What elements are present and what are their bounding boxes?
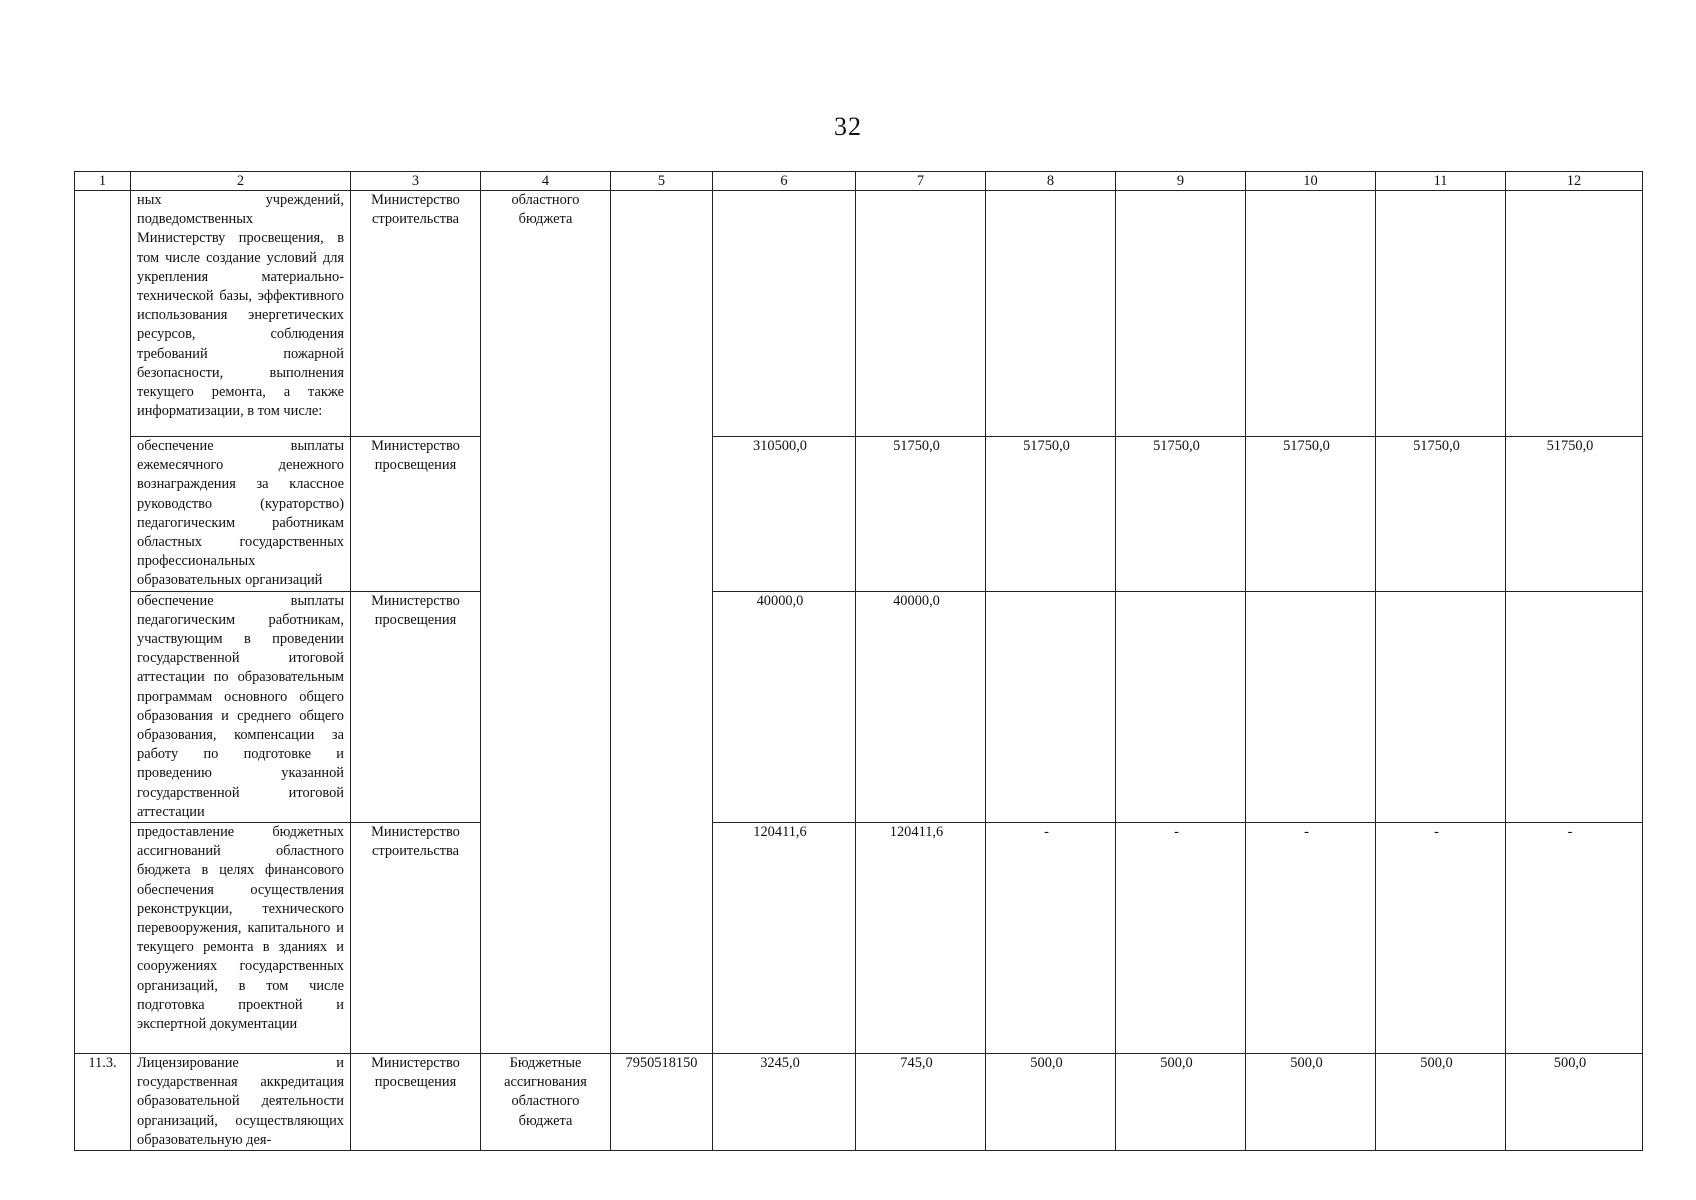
value-cell	[713, 191, 856, 437]
value-cell: 3245,0	[713, 1054, 856, 1151]
value-cell: -	[986, 823, 1116, 1054]
row-funding-source	[481, 437, 611, 592]
table-row	[75, 437, 1643, 592]
value-cell: 51750,0	[1246, 437, 1376, 592]
value-cell	[1506, 191, 1643, 437]
header-row	[75, 172, 1643, 191]
row-number	[75, 591, 131, 822]
value-cell: 500,0	[1506, 1054, 1643, 1151]
header-cell: 8	[986, 172, 1116, 191]
value-cell: 310500,0	[713, 437, 856, 592]
row-description: предоставление бюджетных ассигнований областного бюджета в целях финансового обеспечения осуществления реконструкции, технического перевооружения, капитального и текущего ремонта в зданиях и сооружениях государственных организаций, в том числе подготовка проектной и экспертной документации	[131, 823, 351, 1054]
value-cell: 40000,0	[856, 591, 986, 822]
row-executor: Министерство строительства	[351, 823, 481, 1054]
row-executor: Министерство просвещения	[351, 591, 481, 822]
value-cell: 51750,0	[1116, 437, 1246, 592]
row-funding-source: Бюджетные ассигнования областного бюджета	[481, 1054, 611, 1151]
row-executor: Министерство строительства	[351, 191, 481, 437]
value-cell	[1116, 591, 1246, 822]
header-cell: 1	[75, 172, 131, 191]
row-budget-code	[611, 191, 713, 437]
value-cell: 120411,6	[856, 823, 986, 1054]
row-description: ных учреждений, подведомственных Министерству просвещения, в том числе создание условий для укрепления материально-технической базы, эффективного использования энергетических ресурсов, соблюдения требований пожарной безопасности, выполнения текущего ремонта, а также информатизации, в том числе:	[131, 191, 351, 437]
row-number	[75, 191, 131, 437]
value-cell: 745,0	[856, 1054, 986, 1151]
value-cell: 500,0	[986, 1054, 1116, 1151]
row-funding-source	[481, 591, 611, 822]
value-cell: 51750,0	[986, 437, 1116, 592]
table-row	[75, 823, 1643, 1054]
value-cell: 40000,0	[713, 591, 856, 822]
value-cell	[1376, 191, 1506, 437]
value-cell	[1506, 591, 1643, 822]
table-row	[75, 191, 1643, 437]
value-cell	[1116, 191, 1246, 437]
budget-table	[74, 171, 1643, 1151]
row-budget-code	[611, 591, 713, 822]
header-cell: 10	[1246, 172, 1376, 191]
row-executor: Министерство просвещения	[351, 1054, 481, 1151]
row-number	[75, 823, 131, 1054]
row-executor: Министерство просвещения	[351, 437, 481, 592]
value-cell: 51750,0	[1376, 437, 1506, 592]
header-cell: 7	[856, 172, 986, 191]
header-cell: 4	[481, 172, 611, 191]
header-cell: 6	[713, 172, 856, 191]
page-number: 32	[834, 112, 862, 141]
table-row	[75, 1054, 1643, 1151]
value-cell: 500,0	[1246, 1054, 1376, 1151]
row-description: обеспечение выплаты педагогическим работникам, участвующим в проведении государственной итоговой аттестации по образовательным программам основного общего образования и среднего общего образования, компенсации за работу по подготовке и проведению указанной государственной итоговой аттестации	[131, 591, 351, 822]
value-cell: 51750,0	[856, 437, 986, 592]
header-cell: 5	[611, 172, 713, 191]
value-cell: -	[1116, 823, 1246, 1054]
header-cell: 12	[1506, 172, 1643, 191]
row-number: 11.3.	[75, 1054, 131, 1151]
value-cell: -	[1376, 823, 1506, 1054]
value-cell: -	[1506, 823, 1643, 1054]
header-cell: 3	[351, 172, 481, 191]
row-funding-source: областного бюджета	[481, 191, 611, 437]
value-cell	[1246, 191, 1376, 437]
row-budget-code	[611, 823, 713, 1054]
header-cell: 2	[131, 172, 351, 191]
row-number	[75, 437, 131, 592]
value-cell	[856, 191, 986, 437]
value-cell: 120411,6	[713, 823, 856, 1054]
table-row	[75, 591, 1643, 822]
value-cell: 500,0	[1376, 1054, 1506, 1151]
value-cell	[1376, 591, 1506, 822]
header-cell: 11	[1376, 172, 1506, 191]
value-cell: -	[1246, 823, 1376, 1054]
value-cell	[986, 191, 1116, 437]
value-cell	[1246, 591, 1376, 822]
value-cell: 500,0	[1116, 1054, 1246, 1151]
value-cell	[986, 591, 1116, 822]
header-cell: 9	[1116, 172, 1246, 191]
row-description: обеспечение выплаты ежемесячного денежного вознаграждения за классное руководство (кураторство) педагогическим работникам областных государственных профессиональных образовательных организаций	[131, 437, 351, 592]
row-budget-code	[611, 437, 713, 592]
row-budget-code: 7950518150	[611, 1054, 713, 1151]
value-cell: 51750,0	[1506, 437, 1643, 592]
row-description: Лицензирование и государственная аккредитация образовательной деятельности организаций, осуществляющих образовательную дея-	[131, 1054, 351, 1151]
row-funding-source	[481, 823, 611, 1054]
